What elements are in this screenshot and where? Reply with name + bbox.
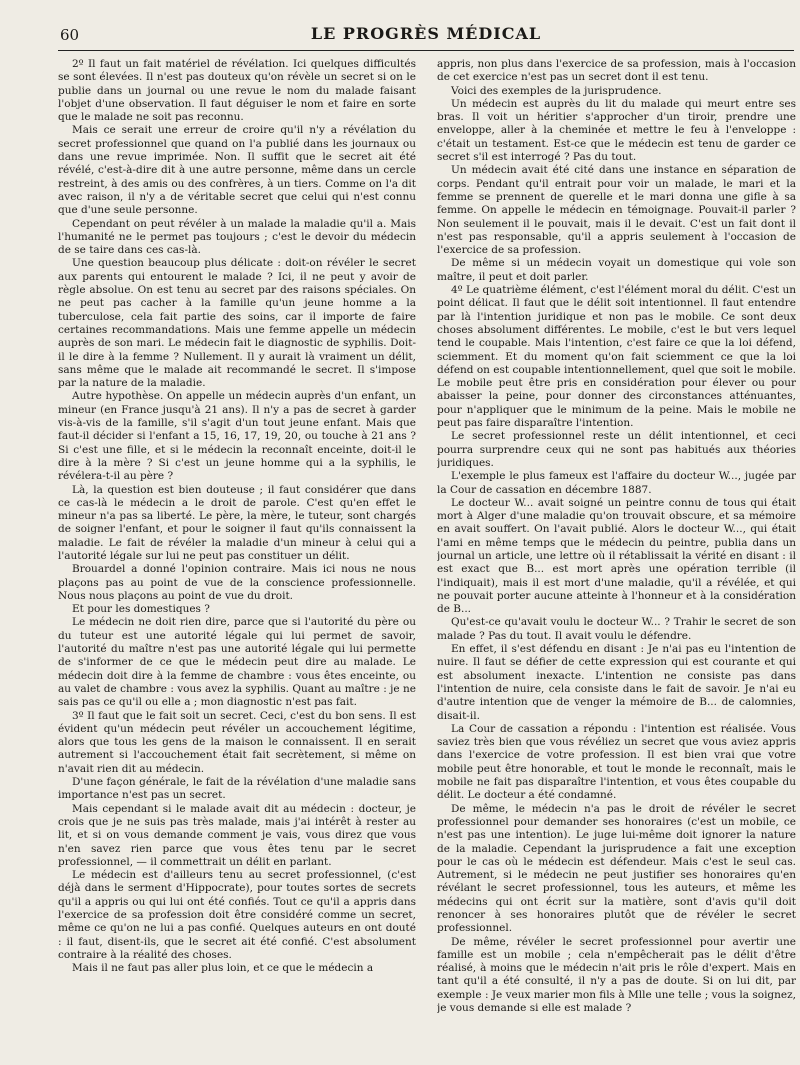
paragraph: Le secret professionnel reste un délit intentionnel, et ceci pourra surprendre ceux qui ne sont pas habitués aux théories juridiques. bbox=[437, 430, 796, 469]
paragraph: appris, non plus dans l'exercice de sa profession, mais à l'occasion de cet exercice n'est pas un secret dont il est tenu. bbox=[437, 58, 796, 84]
paragraph: Et pour les domestiques ? bbox=[72, 603, 210, 616]
paragraph: Mais il ne faut pas aller plus loin, et ce que le médecin a bbox=[72, 962, 374, 975]
paragraph: Un médecin avait été cité dans une instance en séparation de corps. Pendant qu'il entrait pour voir un malade, le mari et la femme se prennent de querelle et le mari donna une gifle à sa femme. On appelle le médecin en témoignage. Pouvait-il parler ? Non seulement il le pouvait, mais il le devait. C'est un fait dont il n'est pas responsable, qu'il a appris seulement à l'occasion de l'exercice de sa profession. bbox=[437, 164, 796, 257]
paragraph: D'une façon générale, le fait de la révélation d'une maladie sans importance n'est pas un secret. bbox=[58, 776, 416, 802]
paragraph: Autre hypothèse. On appelle un médecin auprès d'un enfant, un mineur (en France jusqu'à 21 ans). Il n'y a pas de secret à garder vis-à-vis de la famille, s'il s'agit d'un tout jeune enfant. Mais que faut-il décider si l'enfant a 15, 16, 17, 19, 20, ou touche à 21 ans ? Si c'est une fille, et si le médecin la reconnaît enceinte, doit-il le dire à la mère ? Si c'est un jeune homme qui a la syphilis, le révélera-t-il au père ? bbox=[58, 390, 416, 483]
paragraph: De même, le médecin n'a pas le droit de révéler le secret professionnel pour demander ses honoraires (c'est un mobile, ce n'est pas une intention). Le juge lui-même doit ignorer la nature de la maladie. Cependant la jurisprudence a fait une exception pour le cas où le médecin est défendeur. Mais c'est le seul cas. Autrement, si le médecin ne peut justifier ses honoraires qu'en révélant le secret professionnel, tous les auteurs, et même les médecins qui ont écrit sur la matière, sont d'avis qu'il doit renoncer à ses honoraires plutôt que de révéler le secret professionnel. bbox=[437, 802, 796, 935]
paragraph: Le médecin ne doit rien dire, parce que si l'autorité du père ou du tuteur est une autorité légale qui lui permet de savoir, l'autorité du maître n'est pas une autorité légale qui lui permette de s'informer de ce que le médecin peut dire au malade. Le médecin doit dire à la femme de chambre : vous êtes enceinte, ou au valet de chambre : vous avez la syphilis. Quant au maître : je ne sais pas ce qu'il ou elle a ; mon diagnostic n'est pas fait. bbox=[58, 616, 416, 709]
paragraph: Brouardel a donné l'opinion contraire. Mais ici nous ne nous plaçons pas au point de vue de la conscience professionnelle. Nous nous plaçons au point de vue du droit. bbox=[58, 563, 416, 602]
header-rule bbox=[58, 50, 794, 51]
paragraph: Mais cependant si le malade avait dit au médecin : docteur, je crois que je ne suis pas très malade, mais j'ai intérêt à rester au lit, et si on vous demande comment je vais, vous direz que vous n'en savez rien parce que vous êtes tenu par le secret professionnel, — il commettrait un délit en parlant. bbox=[58, 802, 416, 868]
paragraph: Le médecin est d'ailleurs tenu au secret professionnel, (c'est déjà dans le serment d'Hippocrate), pour toutes sortes de secrets qu'il a appris ou qui lui ont été confiés. Tout ce qu'il a appris dans l'exercice de sa profession doit être considéré comme un secret, même ce qu'on ne lui a pas confié. Quelques auteurs en ont douté : il faut, disent-ils, que le secret ait été confié. C'est absolument contraire à la réalité des choses. bbox=[58, 869, 416, 961]
paragraph: 2º Il faut un fait matériel de révélation. Ici quelques difficultés se sont élevées. Il n'est pas douteux qu'on révèle un secret si on le publie dans un journal ou une revue le nom du malade faisant l'objet d'une observation. Il faut déguiser le nom et faire en sorte que le malade ne soit pas reconnu. bbox=[58, 58, 416, 124]
paragraph: 4º Le quatrième élément, c'est l'élément moral du délit. C'est un point délicat. Il faut que le délit soit intentionnel. Il faut entendre par là l'intention juridique et non pas le mobile. Ce sont deux choses absolument différentes. Le mobile, c'est le but vers lequel tend le coupable. Mais l'intention, c'est faire ce que la loi défend, sciemment. Et du moment qu'on fait sciemment ce que la loi défend on est coupable intentionnellement, quel que soit le mobile. Le mobile peut être pris en considération pour élever ou pour abaisser la peine, pour donner des circonstances atténuantes, pour n'appliquer que le minimum de la peine. Mais le mobile ne peut pas faire disparaître l'intention. bbox=[437, 284, 796, 430]
paragraph: Là, la question est bien douteuse ; il faut considérer que dans ce cas-là le médecin a le droit de parole. C'est qu'en effet le mineur n'a pas sa liberté. Le père, la mère, le tuteur, sont chargés de soigner l'enfant, et pour le soigner il faut qu'ils connaissent la maladie. Le fait de révéler la maladie d'un mineur à celui qui a l'autorité légale sur lui ne peut pas constituer un délit. bbox=[58, 483, 416, 562]
journal-title: LE PROGRÈS MÉDICAL bbox=[310, 24, 542, 43]
paragraph: De même si un médecin voyait un domestique qui vole son maître, il peut et doit parler. bbox=[437, 257, 796, 283]
paragraph: Un médecin est auprès du lit du malade qui meurt entre ses bras. Il voit un héritier s'approcher d'un tiroir, prendre une enveloppe, aller à la cheminée et mettre le feu à l'enveloppe : c'était un testament. Est-ce que le médecin est tenu de garder ce secret s'il est interrogé ? Pas du tout. bbox=[437, 97, 796, 164]
right-column bbox=[437, 58, 796, 1058]
left-column bbox=[58, 58, 416, 1058]
page-header bbox=[56, 22, 796, 44]
paragraph: En effet, il s'est défendu en disant : Je n'ai pas eu l'intention de nuire. Il faut se défier de cette expression qui est courante et qui est absolument inexacte. L'intention ne consiste pas dans l'intention de nuire, cela consiste dans le fait de savoir. Je n'ai eu d'autre intention que de venger la mémoire de B... de calomnies, disait-il. bbox=[437, 643, 796, 722]
paragraph: Cependant on peut révéler à un malade la maladie qu'il a. Mais l'humanité ne le permet pas toujours ; c'est le devoir du médecin de se taire dans ces cas-là. bbox=[58, 217, 416, 257]
paragraph: 3º Il faut que le fait soit un secret. Ceci, c'est du bon sens. Il est évident qu'un médecin peut révéler un accouchement légitime, alors que tous les gens de la maison le connaissent. Il en serait autrement si l'accouchement était fait secrètement, si même on n'avait rien dit au médecin. bbox=[58, 709, 416, 775]
paragraph: De même, révéler le secret professionnel pour avertir une famille est un mobile ; cela n'empêcherait pas le délit d'être réalisé, à moins que le médecin n'ait pris le rôle d'expert. Mais en tant qu'il a été consulté, il n'y a pas de doute. Si on lui dit, par exemple : Je veux marier mon fils à Mlle une telle ; vous la soignez, je vous demande si elle est malade ? bbox=[437, 935, 796, 1015]
paragraph: La Cour de cassation a répondu : l'intention est réalisée. Vous saviez très bien que vous révéliez un secret que vous aviez appris dans l'exercice de votre profession. Il est bien vrai que votre mobile peut être honorable, et tout le monde le reconnaît, mais le mobile ne fait pas disparaître l'intention, et vous êtes coupable du délit. Le docteur a été condamné. bbox=[437, 722, 796, 802]
paragraph: Qu'est-ce qu'avait voulu le docteur W... ? Trahir le secret de son malade ? Pas du tout. Il avait voulu le défendre. bbox=[437, 616, 796, 642]
paragraph: Le docteur W... avait soigné un peintre connu de tous qui était mort à Alger d'une maladie qu'on trouvait obscure, et sa mémoire en avait souffert. On l'avait publié. Alors le docteur W..., qui était l'ami en même temps que le médecin du peintre, publia dans un journal un article, une lettre où il rétablissait la vérité en disant : il est exact que B... est mort après une opération terrible (il l'indiquait), mais il est mort d'une maladie, qu'il a révélée, et qui ne pouvait porter aucune atteinte à l'honneur et à la considération de B... bbox=[437, 496, 796, 616]
paragraph: Voici des exemples de la jurisprudence. bbox=[451, 84, 662, 97]
page-number: 60 bbox=[60, 26, 80, 44]
paragraph: Mais ce serait une erreur de croire qu'il n'y a révélation du secret professionnel que quand on l'a publié dans les journaux ou dans une revue imprimée. Non. Il suffit que le secret ait été révélé, c'est-à-dire dit à une autre personne, même dans un cercle restreint, à des amis ou des confrères, à un tiers. Comme on l'a dit avec raison, il n'y a de véritable secret que celui qui n'est connu que d'une seule personne. bbox=[58, 124, 416, 217]
paragraph: L'exemple le plus fameux est l'affaire du docteur W..., jugée par la Cour de cassation en décembre 1887. bbox=[437, 470, 796, 496]
paragraph: Une question beaucoup plus délicate : doit-on révéler le secret aux parents qui entourent le malade ? Ici, il ne peut y avoir de règle absolue. On est tenu au secret par des raisons spéciales. On ne peut pas cacher à la famille qu'un jeune homme a la tuberculose, cela fait partie des soins, car il importe de faire certaines recommandations. Mais une femme appelle un médecin auprès de son mari. Le médecin fait le diagnostic de syphilis. Doit-il le dire à la femme ? Nullement. Il y aurait là vraiment un délit, sans même que le malade ait recommandé le secret. Il s'impose par la nature de la maladie. bbox=[58, 257, 416, 390]
